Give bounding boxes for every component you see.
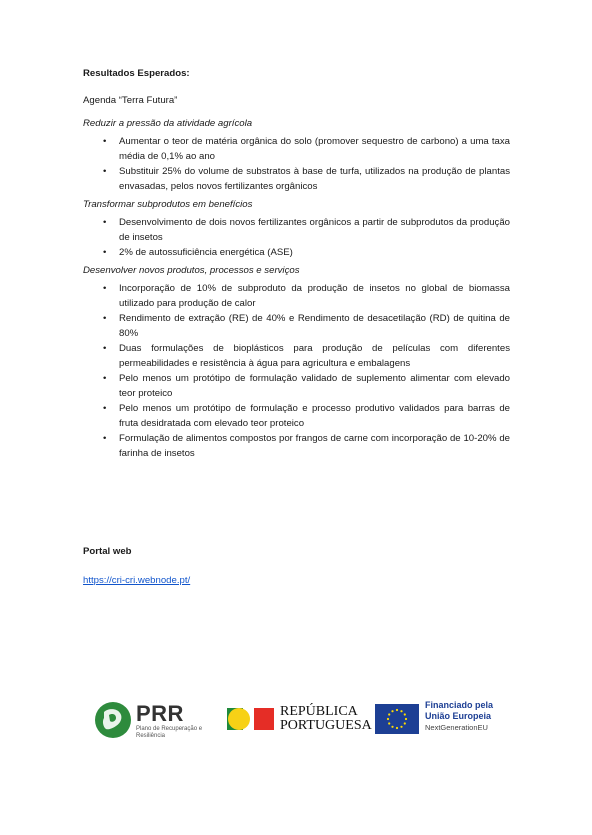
eu-funding-logo (375, 700, 505, 738)
republica-text: REPÚBLICA PORTUGUESA (280, 704, 372, 733)
list-item: • 2% de autossuficiência energética (ASE) (103, 247, 293, 258)
bullet-icon: • (103, 217, 107, 228)
section-title: Transformar subprodutos em benefícios (83, 199, 253, 210)
list-item: • Incorporação de 10% de subproduto da produção de insetos no global de biomassa utilizado para produção de calor (103, 283, 510, 309)
bullet-icon: • (103, 136, 107, 147)
bullet-icon: • (103, 247, 107, 258)
list-item: • Pelo menos um protótipo de formulação validado de suplemento alimentar com elevado teor proteico (103, 373, 510, 399)
prr-subtitle: Plano de Recuperação e Resiliência (136, 726, 203, 739)
bullet-list (83, 134, 510, 194)
results-heading: Resultados Esperados: (83, 68, 190, 79)
eu-funding-text: Financiado pela União Europeia (425, 700, 494, 721)
funding-logos (95, 698, 505, 740)
list-item: • Aumentar o teor de matéria orgânica do solo (promover sequestro de carbono) a uma taxa média de 0,1% ao ano (103, 136, 510, 162)
section-title: Reduzir a pressão da atividade agrícola (83, 118, 253, 129)
bullet-icon: • (103, 373, 107, 384)
portal-heading: Portal web (83, 546, 132, 557)
list-item: • Desenvolvimento de dois novos fertilizantes orgânicos a partir de subprodutos da produção de insetos (103, 217, 510, 243)
section-title: Desenvolver novos produtos, processos e serviços (83, 265, 300, 276)
bullet-icon: • (103, 433, 107, 444)
list-item: • Duas formulações de bioplásticos para produção de películas com diferentes permeabilidades e resistência à água para agricultura e embalagens (103, 343, 510, 369)
bullet-list (83, 281, 510, 461)
armillary-sphere-icon (228, 708, 250, 730)
bullet-icon: • (103, 403, 107, 414)
prr-logo (95, 700, 215, 740)
document-body (83, 66, 510, 464)
bullet-icon: • (103, 166, 107, 177)
list-item: • Formulação de alimentos compostos por frangos de carne com incorporação de 10-20% de farinha de insetos (103, 433, 510, 459)
republica-portuguesa-logo (228, 702, 372, 738)
prr-emblem-icon (95, 702, 131, 738)
agenda-title: Agenda “Terra Futura” (83, 95, 178, 106)
bullet-icon: • (103, 313, 107, 324)
next-generation-eu-text: NextGenerationEU (425, 723, 488, 732)
bullet-list (83, 215, 510, 260)
eu-flag-icon (375, 704, 419, 734)
list-item: • Pelo menos um protótipo de formulação e processo produtivo validados para barras de fruta desidratada com elevado teor proteico (103, 403, 510, 429)
prr-name: PRR (136, 701, 184, 726)
list-item: • Rendimento de extração (RE) de 40% e Rendimento de desacetilação (RD) de quitina de 80% (103, 313, 510, 339)
portal-link[interactable]: https://cri-cri.webnode.pt/ (83, 575, 191, 586)
flag-red-block-icon (254, 708, 274, 730)
list-item: • Substituir 25% do volume de substratos à base de turfa, utilizados na produção de plantas envasadas, pelos novos fertilizantes orgânicos (103, 166, 510, 192)
bullet-icon: • (103, 343, 107, 354)
bullet-icon: • (103, 283, 107, 294)
